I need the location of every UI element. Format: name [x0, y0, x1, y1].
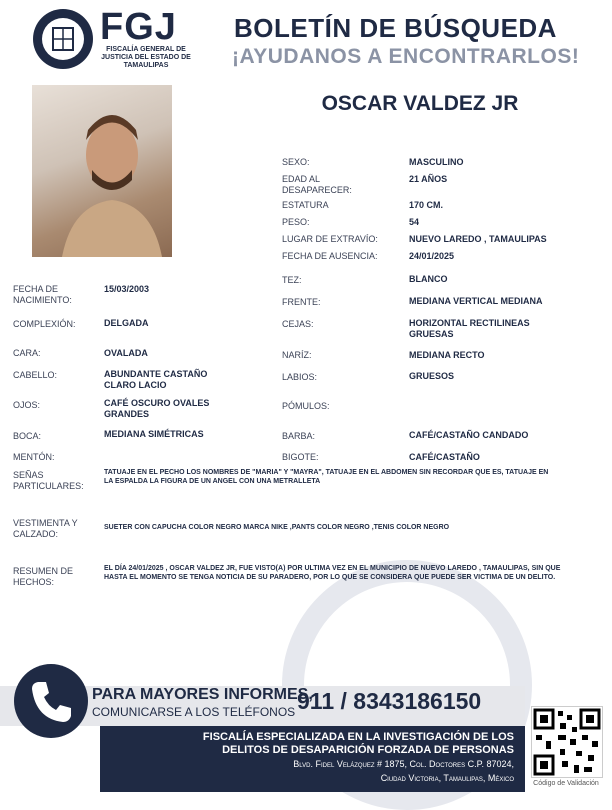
field-value-cara: OVALADA — [104, 348, 148, 358]
footer-address: Blvd. Fidel Velázquez # 1875, Col. Doctores C.P. 87024, — [293, 759, 514, 769]
field-label-labios: LABIOS: — [282, 372, 318, 382]
field-label-cara: CARA: — [13, 348, 41, 358]
field-value-cejas: HORIZONTAL RECTILINEAS GRUESAS — [409, 318, 530, 339]
footer-line-1: FISCALÍA ESPECIALIZADA EN LA INVESTIGACIÓN DE LOS — [202, 731, 514, 743]
field-value-lugar: NUEVO LAREDO , TAMAULIPAS — [409, 234, 547, 244]
contact-heading: PARA MAYORES INFORMES, — [92, 686, 313, 703]
field-label-menton: MENTÓN: — [13, 452, 55, 462]
field-label-nacimiento: FECHA DE NACIMIENTO: — [13, 284, 72, 305]
field-value-bigote: CAFÉ/CASTAÑO — [409, 452, 480, 462]
phone-icon — [14, 664, 88, 738]
footer-line-2: DELITOS DE DESAPARICIÓN FORZADA DE PERSONAS — [222, 744, 514, 756]
qr-code[interactable] — [531, 706, 603, 778]
field-value-senas: TATUAJE EN EL PECHO LOS NOMBRES DE "MARIA" Y "MAYRA", TATUAJE EN EL ABDOMEN SIN RECORDAR QUE ES, TATUAJE EN LA ESPALDA LA FIGURA DE UN ANGEL CON UNA METRALLETA — [104, 469, 549, 485]
field-value-labios: GRUESOS — [409, 371, 455, 381]
field-label-cabello: CABELLO: — [13, 370, 58, 380]
field-value-nacimiento: 15/03/2003 — [104, 284, 150, 294]
field-value-barba: CAFÉ/CASTAÑO CANDADO — [409, 430, 529, 440]
bulletin-title: BOLETÍN DE BÚSQUEDA — [234, 13, 557, 43]
field-label-resumen: RESUMEN DE HECHOS: — [13, 566, 74, 587]
org-full-name: FISCALÍA GENERAL DE JUSTICIA DEL ESTADO DE TAMAULIPAS — [101, 46, 191, 69]
field-label-cejas: CEJAS: — [282, 319, 314, 329]
field-value-fecha-ausencia: 24/01/2025 — [409, 251, 455, 261]
field-value-sexo: MASCULINO — [409, 157, 464, 167]
field-label-pomulos: PÓMULOS: — [282, 401, 330, 411]
field-value-boca: MEDIANA SIMÉTRICAS — [104, 429, 204, 439]
footer-city: Ciudad Victoria, Tamaulipas, México — [380, 773, 514, 783]
field-label-tez: TEZ: — [282, 275, 302, 285]
field-value-tez: BLANCO — [409, 274, 448, 284]
state-seal-icon — [42, 18, 84, 60]
field-label-barba: BARBA: — [282, 431, 316, 441]
field-value-cabello: ABUNDANTE CASTAÑO CLARO LACIO — [104, 369, 208, 390]
field-label-bigote: BIGOTE: — [282, 452, 319, 462]
field-label-lugar: LUGAR DE EXTRAVÍO: — [282, 234, 378, 244]
field-label-sexo: SEXO: — [282, 157, 310, 167]
qr-caption: Código de Validación — [533, 780, 599, 787]
field-label-ojos: OJOS: — [13, 400, 41, 410]
field-value-resumen: EL DÍA 24/01/2025 , OSCAR VALDEZ JR, FUE VISTO(A) POR ULTIMA VEZ EN EL MUNICIPIO DE NUEVO LAREDO , TAMAULIPAS, SIN QUE HASTA EL MOMENTO SE TENGA NOTICIA DE SU PARADERO, POR LO QUE SE CONSIDERA QUE PUEDE SER VICTIMA DE UN DELITO. — [104, 565, 561, 581]
field-label-vestimenta: VESTIMENTA Y CALZADO: — [13, 518, 78, 539]
field-label-nariz: NARÍZ: — [282, 350, 312, 360]
bulletin-subtitle: ¡AYUDANOS A ENCONTRARLOS! — [232, 45, 580, 68]
field-label-estatura: ESTATURA — [282, 200, 329, 210]
field-value-peso: 54 — [409, 217, 420, 227]
field-value-nariz: MEDIANA RECTO — [409, 350, 485, 360]
field-value-vestimenta: SUETER CON CAPUCHA COLOR NEGRO MARCA NIKE ,PANTS COLOR NEGRO ,TENIS COLOR NEGRO — [104, 524, 450, 531]
field-value-frente: MEDIANA VERTICAL MEDIANA — [409, 296, 543, 306]
field-label-boca: BOCA: — [13, 431, 42, 441]
field-value-estatura: 170 CM. — [409, 200, 444, 210]
field-label-senas: SEÑAS PARTICULARES: — [13, 470, 84, 491]
org-acronym: FGJ — [100, 6, 177, 48]
field-value-edad: 21 AÑOS — [409, 174, 448, 184]
field-label-fecha-ausencia: FECHA DE AUSENCIA: — [282, 251, 378, 261]
person-photo — [32, 85, 172, 257]
field-label-complexion: COMPLEXIÓN: — [13, 319, 76, 329]
contact-subheading: COMUNICARSE A LOS TELÉFONOS — [92, 705, 296, 719]
field-label-edad: EDAD AL DESAPARECER: — [282, 174, 352, 195]
field-value-complexion: DELGADA — [104, 318, 149, 328]
field-label-peso: PESO: — [282, 217, 310, 227]
field-label-frente: FRENTE: — [282, 297, 321, 307]
person-name: OSCAR VALDEZ JR — [321, 92, 519, 115]
contact-phone[interactable]: 911 / 8343186150 — [297, 688, 482, 714]
field-value-ojos: CAFÉ OSCURO OVALES GRANDES — [104, 398, 210, 419]
